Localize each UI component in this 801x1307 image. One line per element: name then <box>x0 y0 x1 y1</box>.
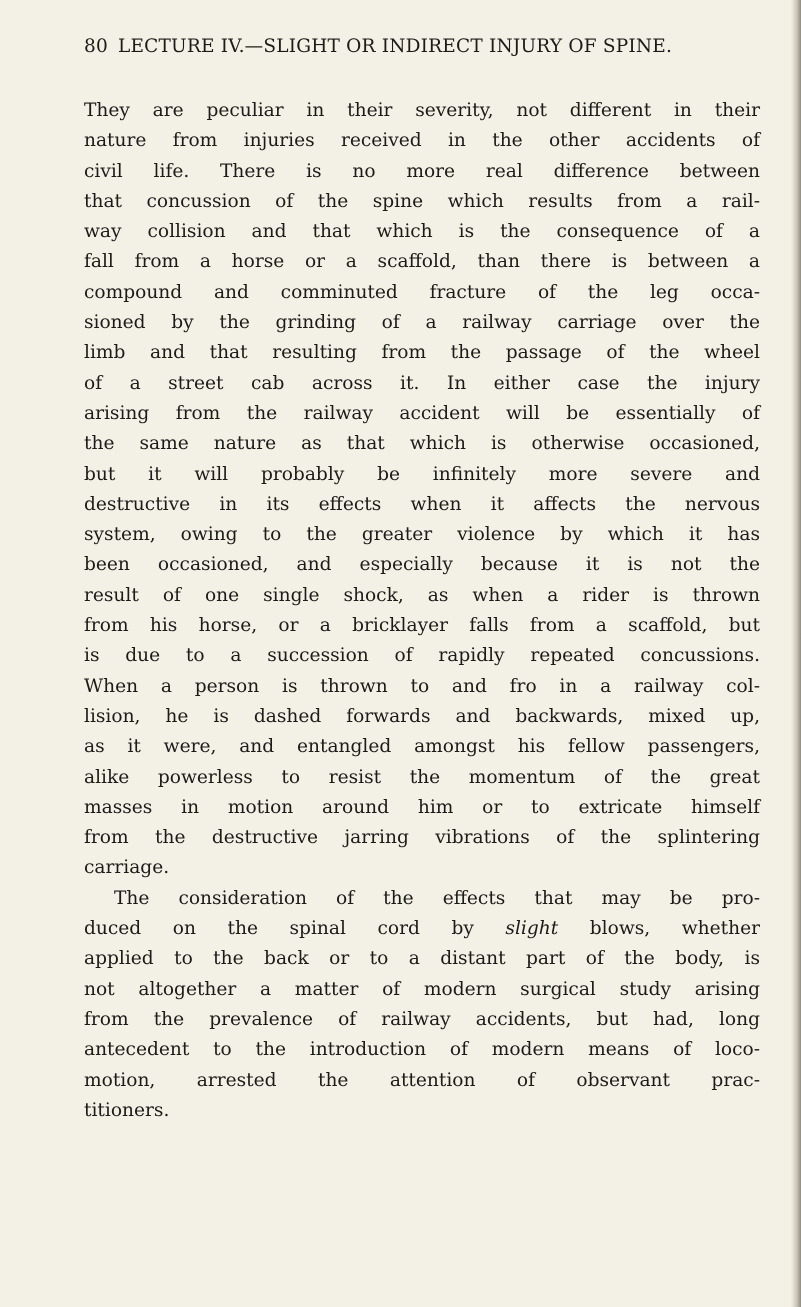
body-text <box>84 96 760 1126</box>
text-line: destructive in its effects when it affects the nervous <box>84 493 760 515</box>
text-line: The consideration of the effects that may be pro- <box>114 887 760 909</box>
text-line: that concussion of the spine which results from a rail- <box>84 190 760 212</box>
page-edge-shadow <box>791 0 801 1307</box>
text-line: civil life. There is no more real difference between <box>84 160 760 182</box>
text-line: not altogether a matter of modern surgical study arising <box>84 978 760 1000</box>
text-line: limb and that resulting from the passage of the wheel <box>84 342 760 364</box>
text-line: titioners. <box>84 1099 170 1121</box>
text-line: fall from a horse or a scaffold, than there is between a <box>84 251 760 273</box>
text-line: applied to the back or to a distant part of the body, is <box>84 948 760 970</box>
text-line: alike powerless to resist the momentum of the great <box>84 766 760 788</box>
text-line: When a person is thrown to and fro in a railway col- <box>84 675 760 697</box>
text-line: way collision and that which is the consequence of a <box>84 221 760 243</box>
text-line: from his horse, or a bricklayer falls from a scaffold, but <box>84 615 760 637</box>
text-line: sioned by the grinding of a railway carriage over the <box>84 312 760 334</box>
text-line: nature from injuries received in the other accidents of <box>84 130 760 152</box>
text-line: but it will probably be infinitely more severe and <box>84 463 760 485</box>
text-line: the same nature as that which is otherwise occasioned, <box>84 433 760 455</box>
running-title: LECTURE IV.—SLIGHT OR INDIRECT INJURY OF SPINE. <box>117 36 673 57</box>
text-line: of a street cab across it. In either case the injury <box>84 372 760 394</box>
text-line: carriage. <box>84 857 170 879</box>
text-line: from the destructive jarring vibrations of the splintering <box>84 827 760 849</box>
page-number: 80 <box>84 36 108 57</box>
text-line: They are peculiar in their severity, not different in their <box>84 100 760 121</box>
text-line: masses in motion around him or to extricate himself <box>84 796 760 818</box>
text-line: compound and comminuted fracture of the leg occa- <box>84 281 760 303</box>
text-run: duced on the spinal cord by <box>84 918 506 940</box>
text-line: lision, he is dashed forwards and backwards, mixed up, <box>84 705 760 727</box>
running-head <box>84 36 774 57</box>
text-line: from the prevalence of railway accidents, but had, long <box>84 1008 760 1030</box>
text-line <box>84 914 760 944</box>
text-line: arising from the railway accident will be essentially of <box>84 402 760 424</box>
text-line: result of one single shock, as when a rider is thrown <box>84 584 760 606</box>
text-run: blows, whether <box>558 918 760 940</box>
text-line: been occasioned, and especially because it is not the <box>84 554 760 576</box>
text-line: as it were, and entangled amongst his fellow passengers, <box>84 736 760 758</box>
text-line: system, owing to the greater violence by which it has <box>84 524 760 546</box>
text-line: antecedent to the introduction of modern means of loco- <box>84 1039 760 1061</box>
italic-word: slight <box>505 918 559 940</box>
text-line: is due to a succession of rapidly repeated concussions. <box>84 645 760 667</box>
text-line: motion, arrested the attention of observant prac- <box>84 1069 760 1091</box>
